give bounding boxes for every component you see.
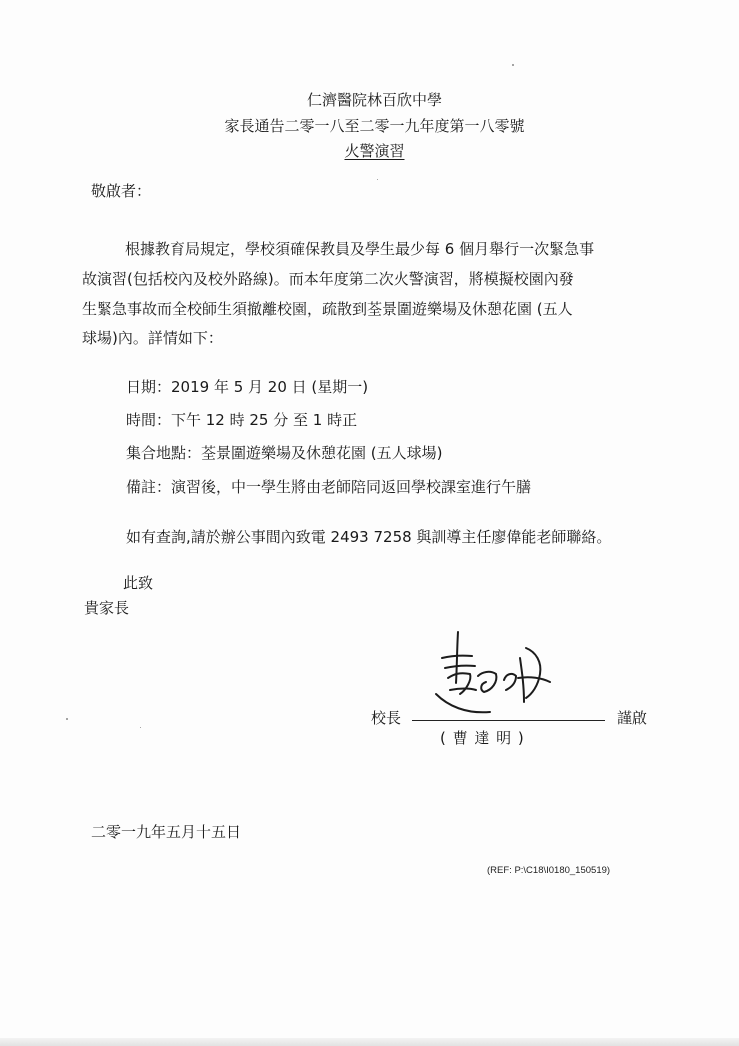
principal-title: 校長 bbox=[371, 709, 402, 727]
body-line-2: 故演習(包括校內及校外路線)。而本年度第二次火警演習，將模擬校園內發 bbox=[82, 270, 574, 288]
scan-speck bbox=[66, 718, 68, 720]
body-line-1: 根據教育局規定，學校須確保教員及學生最少每 6 個月舉行一次緊急事 bbox=[125, 240, 595, 258]
closing-1: 此致 bbox=[123, 574, 154, 592]
detail-time: 時間：下午 12 時 25 分 至 1 時正 bbox=[126, 411, 358, 429]
scan-bottom-edge bbox=[0, 1038, 739, 1046]
detail-date: 日期：2019 年 5 月 20 日 (星期一) bbox=[126, 378, 369, 396]
reference-code: (REF: P:\C18\I0180_150519) bbox=[487, 865, 611, 876]
body-line-3: 生緊急事故而全校師生須撤離校園，疏散到荃景圍遊樂場及休憩花園 (五人 bbox=[82, 300, 573, 318]
scan-speck bbox=[512, 64, 514, 66]
issue-date: 二零一九年五月十五日 bbox=[91, 823, 242, 841]
principal-name: ( 曹 達 明 ) bbox=[440, 729, 525, 747]
scan-speck bbox=[140, 727, 141, 728]
school-name: 仁濟醫院林百欣中學 bbox=[306, 91, 442, 109]
body-line-4: 球場)內。詳情如下： bbox=[82, 329, 223, 347]
salutation: 敬啟者： bbox=[91, 182, 152, 200]
notice-subject: 火警演習 bbox=[344, 142, 405, 160]
notice-number: 家長通告二零一八至二零一九年度第一八零號 bbox=[224, 117, 525, 135]
principal-signature bbox=[420, 628, 560, 722]
detail-remarks: 備註：演習後，中一學生將由老師陪同返回學校課室進行午膳 bbox=[126, 478, 532, 496]
enquiry-line: 如有查詢,請於辦公事間內致電 2493 7258 與訓導主任廖偉能老師聯絡。 bbox=[126, 528, 612, 546]
respectfully: 謹啟 bbox=[617, 709, 648, 727]
scan-speck bbox=[377, 179, 378, 180]
closing-2: 貴家長 bbox=[84, 599, 130, 617]
detail-location: 集合地點：荃景圍遊樂場及休憩花園 (五人球場) bbox=[126, 444, 443, 462]
